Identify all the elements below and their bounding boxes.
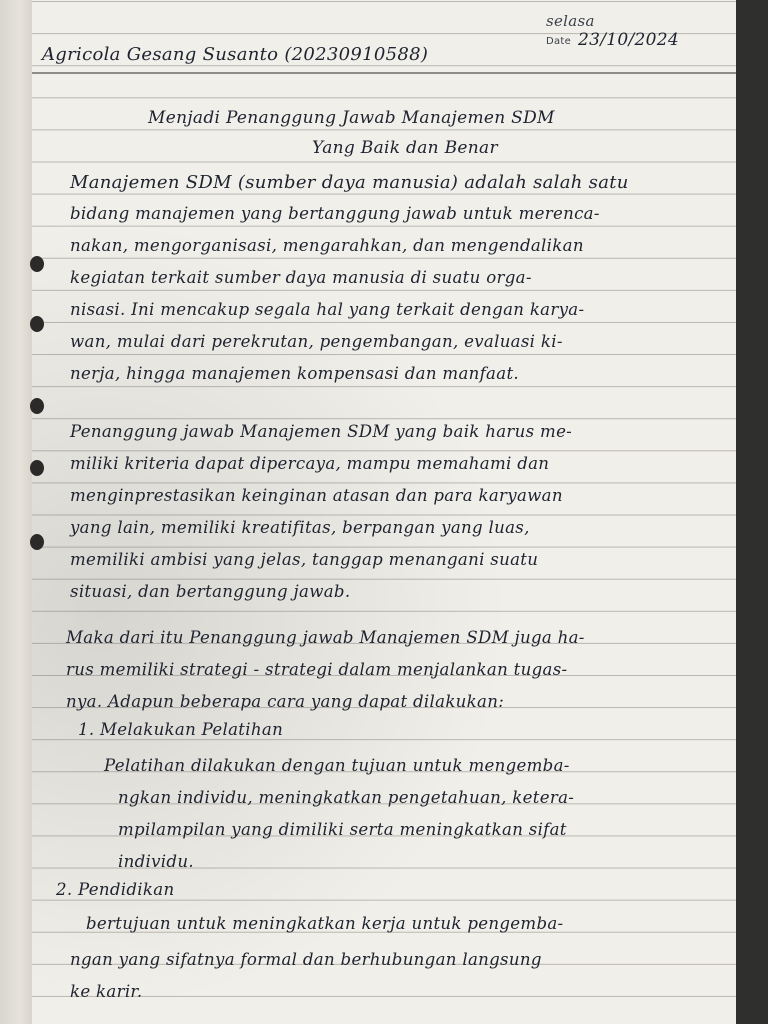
page-subtitle: Yang Baik dan Benar (312, 138, 498, 158)
text-line: wan, mulai dari perekrutan, pengembangan, evaluasi ki- (70, 332, 563, 351)
text-line: yang lain, memiliki kreatifitas, berpangan yang luas, (70, 518, 530, 537)
author-name: Agricola Gesang Susanto (20230910588) (42, 44, 429, 65)
background-right (736, 0, 768, 1024)
text-line: bertujuan untuk meningkatkan kerja untuk pengemba- (86, 914, 564, 933)
header-rule (32, 72, 736, 74)
text-line: Maka dari itu Penanggung jawab Manajemen SDM juga ha- (66, 628, 585, 647)
text-line: Pelatihan dilakukan dengan tujuan untuk mengemba- (104, 756, 570, 775)
text-line: ngan yang sifatnya formal dan berhubungan langsung (70, 950, 542, 969)
text-line: kegiatan terkait sumber daya manusia di suatu orga- (70, 268, 532, 287)
list-heading: 1. Melakukan Pelatihan (78, 720, 284, 739)
page-title: Menjadi Penanggung Jawab Manajemen SDM (148, 108, 555, 128)
text-line: mpilampilan yang dimiliki serta meningkatkan sifat (118, 820, 567, 839)
text-line: individu. (118, 852, 194, 871)
binder-hole (30, 460, 44, 476)
text-line: nakan, mengorganisasi, mengarahkan, dan mengendalikan (70, 236, 584, 255)
text-line: miliki kriteria dapat dipercaya, mampu memahami dan (70, 454, 550, 473)
text-line: ke karir. (70, 982, 143, 1001)
date-value: 23/10/2024 (578, 30, 679, 50)
binder-hole (30, 398, 44, 414)
date-label: Date (546, 36, 572, 47)
list-heading: 2. Pendidikan (56, 880, 175, 899)
text-line: rus memiliki strategi - strategi dalam menjalankan tugas- (66, 660, 568, 679)
text-line: menginprestasikan keinginan atasan dan para karyawan (70, 486, 563, 505)
text-line: memiliki ambisi yang jelas, tanggap menangani suatu (70, 550, 539, 569)
text-line: Manajemen SDM (sumber daya manusia) adalah salah satu (70, 172, 629, 193)
text-line: nisasi. Ini mencakup segala hal yang terkait dengan karya- (70, 300, 585, 319)
text-line: nya. Adapun beberapa cara yang dapat dilakukan: (66, 692, 505, 711)
text-line: ngkan individu, meningkatkan pengetahuan, ketera- (118, 788, 575, 807)
day-value: selasa (546, 12, 595, 30)
text-line: nerja, hingga manajemen kompensasi dan manfaat. (70, 364, 519, 383)
binder-hole (30, 316, 44, 332)
binder-hole (30, 256, 44, 272)
text-line: situasi, dan bertanggung jawab. (70, 582, 351, 601)
binder-hole (30, 534, 44, 550)
text-line: bidang manajemen yang bertanggung jawab untuk merenca- (70, 204, 600, 223)
text-line: Penanggung jawab Manajemen SDM yang baik harus me- (70, 422, 573, 441)
